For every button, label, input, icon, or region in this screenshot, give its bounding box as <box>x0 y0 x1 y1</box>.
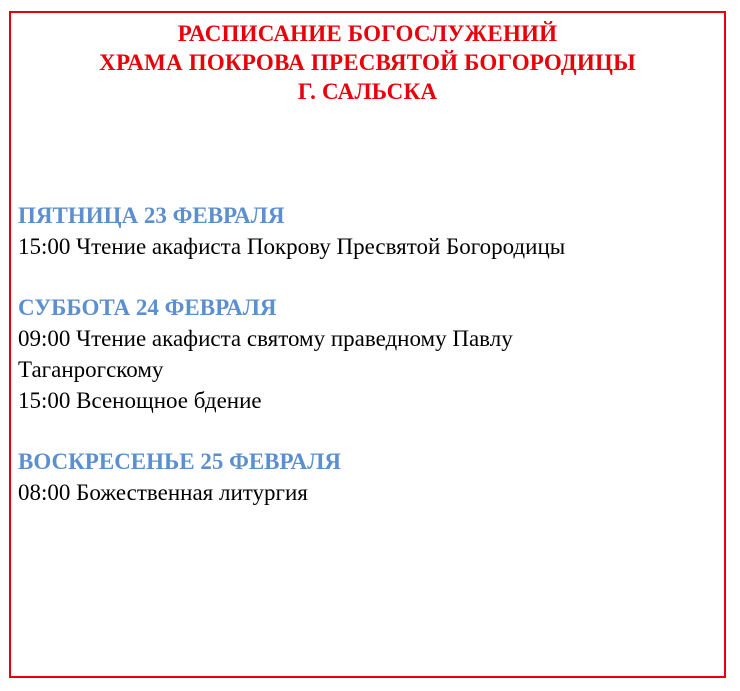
schedule-header <box>11 19 724 106</box>
schedule-content <box>18 201 714 508</box>
event-item: 08:00 Божественная литургия <box>18 480 308 505</box>
header-line-1: РАСПИСАНИЕ БОГОСЛУЖЕНИЙ <box>177 21 558 46</box>
header-line-2: ХРАМА ПОКРОВА ПРЕСВЯТОЙ БОГОРОДИЦЫ <box>99 50 636 75</box>
day-sunday <box>18 447 714 508</box>
event-item: 15:00 Чтение акафиста Покрову Пресвятой Богородицы <box>18 234 566 259</box>
day-friday <box>18 201 714 262</box>
day-title: ВОСКРЕСЕНЬЕ 25 ФЕВРАЛЯ <box>18 449 341 474</box>
schedule-frame <box>9 11 726 678</box>
header-line-3: Г. САЛЬСКА <box>297 79 438 104</box>
event-item: 15:00 Всенощное бдение <box>18 388 262 413</box>
day-saturday <box>18 293 714 416</box>
day-title: СУББОТА 24 ФЕВРАЛЯ <box>18 295 277 320</box>
event-item: 09:00 Чтение акафиста святому праведному Павлу Таганрогскому <box>18 326 513 382</box>
day-title: ПЯТНИЦА 23 ФЕВРАЛЯ <box>18 203 285 228</box>
